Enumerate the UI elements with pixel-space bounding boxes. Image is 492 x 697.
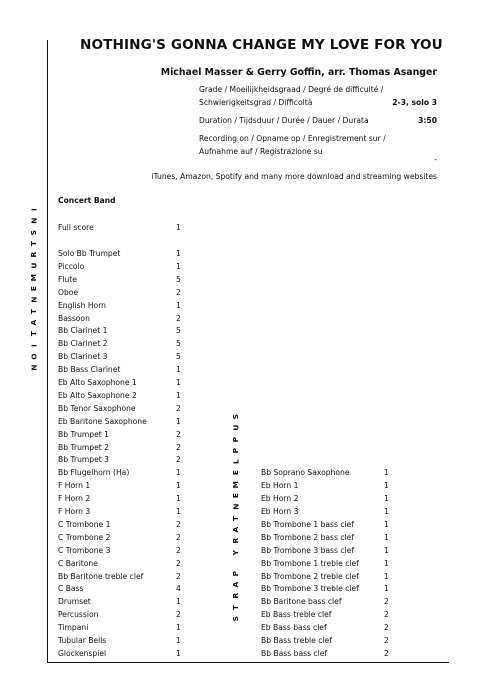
supplementary-row — [261, 545, 401, 558]
vertical-letter: I — [29, 208, 39, 212]
vertical-letter: O — [29, 353, 39, 360]
vertical-letter: P — [231, 447, 241, 454]
composer-credit: Michael Masser & Gerry Goffin, arr. Thomas Asanger — [160, 67, 437, 78]
vertical-letter: S — [231, 616, 241, 622]
vertical-letter: U — [29, 263, 39, 270]
instrument-row — [58, 622, 188, 635]
instrument-row — [58, 635, 188, 648]
instrument-qty: 1 — [176, 494, 181, 504]
instrument-row — [58, 583, 188, 596]
instrument-qty: 1 — [176, 378, 181, 387]
instrument-qty: 1 — [176, 481, 181, 491]
instrument-name: Solo Bb Trumpet — [58, 249, 121, 258]
instrument-name: Eb Alto Saxophone 2 — [58, 390, 137, 400]
instrument-row — [58, 429, 188, 442]
vertical-letter: R — [231, 538, 241, 544]
supplementary-qty: 1 — [384, 507, 389, 516]
full-score-row — [58, 222, 188, 235]
vertical-letter: T — [29, 308, 39, 314]
instrument-name: Bb Clarinet 2 — [58, 339, 108, 349]
instrument-name: C Trombone 3 — [58, 545, 111, 555]
instrument-row — [58, 519, 188, 532]
instrument-row — [58, 609, 188, 622]
instrument-qty: 2 — [176, 442, 181, 452]
instrument-name: Eb Alto Saxophone 1 — [58, 378, 137, 387]
instrument-row — [58, 377, 188, 390]
instrument-row — [58, 416, 188, 429]
recording-label-line-2: Aufnahme auf / Registrazione su — [199, 147, 323, 156]
instrument-name: Drumset — [58, 597, 91, 607]
instrument-name: Timpani — [58, 623, 89, 633]
supplementary-name: Eb Bass treble clef — [261, 610, 332, 620]
instrument-name: F Horn 2 — [58, 494, 91, 504]
supplementary-name: Bb Bass treble clef — [261, 636, 332, 645]
instrument-name: English Horn — [58, 300, 106, 310]
instrument-row — [58, 596, 188, 609]
full-score-name: Full score — [58, 223, 94, 232]
supplementary-name: Bb Soprano Saxophone — [261, 468, 350, 478]
page-title: NOTHING'S GONNA CHANGE MY LOVE FOR YOU — [80, 37, 443, 53]
instrument-name: Bb Trumpet 3 — [58, 455, 110, 465]
instrument-qty: 2 — [176, 287, 181, 297]
vertical-letter: P — [231, 436, 241, 442]
vertical-letter: T — [29, 241, 39, 247]
instrument-row — [58, 351, 188, 364]
vertical-letter: T — [231, 604, 241, 610]
instrument-qty: 4 — [176, 584, 181, 594]
instrument-row — [58, 248, 188, 261]
instrument-row — [58, 480, 188, 493]
instrument-name: Bb Trumpet 2 — [58, 442, 110, 452]
instrument-name: C Trombone 1 — [58, 519, 111, 529]
instrument-name: C Bass — [58, 584, 84, 594]
supplementary-name: Bb Trombone 3 treble clef — [261, 584, 359, 594]
supplementary-qty: 1 — [384, 519, 389, 529]
instrument-row — [58, 571, 188, 584]
instrument-name: Bb Clarinet 1 — [58, 326, 108, 336]
instrument-name: Piccolo — [58, 261, 85, 271]
vertical-letter: T — [29, 331, 39, 337]
supplementary-name: Bb Trombone 2 bass clef — [261, 532, 355, 542]
instrument-qty: 5 — [176, 339, 181, 349]
supplementary-qty: 2 — [384, 648, 389, 658]
instrument-name: Glockenspiel — [58, 648, 107, 658]
instrument-row — [58, 558, 188, 571]
instrument-name: F Horn 1 — [58, 481, 91, 491]
supplementary-row — [261, 571, 401, 584]
supplementary-name: Bb Trombone 2 treble clef — [261, 571, 359, 581]
instrument-qty: 1 — [176, 648, 181, 658]
instrument-name: Bb Flugelhorn (Ha) — [58, 468, 130, 478]
instrument-row — [58, 364, 188, 377]
vertical-letter: T — [231, 515, 241, 521]
supplementary-row — [261, 493, 401, 506]
supplementary-name: Bb Trombone 3 bass clef — [261, 545, 355, 555]
vertical-letter: S — [231, 413, 241, 420]
instrument-name: Eb Baritone Saxophone — [58, 416, 147, 426]
instrument-qty: 1 — [176, 623, 181, 633]
supplementary-qty: 2 — [384, 597, 389, 607]
supplementary-qty: 1 — [384, 481, 389, 491]
grade-value: 2-3, solo 3 — [392, 98, 437, 107]
instrument-qty: 5 — [176, 326, 181, 336]
instrument-qty: 1 — [176, 416, 181, 426]
supplementary-qty: 2 — [384, 636, 389, 645]
full-score-qty: 1 — [176, 223, 181, 232]
instrument-name: Bb Baritone treble clef — [58, 571, 144, 581]
supplementary-qty: 1 — [384, 532, 389, 542]
grade-label-line-2: Schwierigkeitsgrad / Difficoltà — [199, 98, 313, 107]
supplementary-name: Bb Trombone 1 treble clef — [261, 558, 359, 568]
instrument-row — [58, 287, 188, 300]
vertical-letter: I — [29, 343, 39, 347]
vertical-letter: M — [29, 273, 39, 282]
instrument-row — [58, 648, 188, 661]
instrument-qty: 1 — [176, 507, 181, 516]
instrument-name: F Horn 3 — [58, 507, 91, 516]
supplementary-row — [261, 558, 401, 571]
supplementary-row — [261, 480, 401, 493]
vertical-letter: N — [29, 217, 39, 225]
instrument-name: Bb Trumpet 1 — [58, 429, 110, 439]
instrument-row — [58, 506, 188, 519]
instrument-name: Tubular Bells — [58, 636, 107, 645]
supplementary-row — [261, 506, 401, 519]
supplementary-qty: 1 — [384, 494, 389, 504]
instrument-row — [58, 532, 188, 545]
section-heading: Concert Band — [58, 196, 116, 205]
instrument-qty: 1 — [176, 261, 181, 271]
supplementary-qty: 1 — [384, 468, 389, 478]
vertical-letter: N — [231, 503, 241, 511]
supplementary-row — [261, 609, 401, 622]
supplementary-qty: 1 — [384, 558, 389, 568]
supplementary-qty: 1 — [384, 571, 389, 581]
supplementary-name: Eb Horn 3 — [261, 507, 299, 516]
instrument-name: C Trombone 2 — [58, 532, 111, 542]
supplementary-name: Eb Horn 1 — [261, 481, 299, 491]
vertical-letter: L — [231, 459, 241, 465]
vertical-letter: S — [29, 229, 39, 235]
instrument-qty: 2 — [176, 429, 181, 439]
instrument-name: C Baritone — [58, 558, 98, 568]
instrument-row — [58, 300, 188, 313]
recording-dash: - — [434, 155, 437, 164]
instrument-row — [58, 325, 188, 338]
vertical-letter: E — [231, 493, 241, 499]
instrument-name: Bb Tenor Saxophone — [58, 403, 136, 413]
vertical-letter: E — [231, 470, 241, 476]
instrument-name: Flute — [58, 274, 77, 284]
instrument-row — [58, 390, 188, 403]
left-rule — [47, 40, 48, 662]
vertical-letter: N — [29, 296, 39, 304]
bottom-rule — [47, 662, 449, 663]
instrument-qty: 2 — [176, 519, 181, 529]
instrument-qty: 5 — [176, 274, 181, 284]
instrument-qty: 1 — [176, 249, 181, 258]
vertical-letter: A — [231, 581, 241, 588]
supplementary-row — [261, 467, 401, 480]
instrument-row — [58, 442, 188, 455]
supplementary-qty: 2 — [384, 610, 389, 620]
supplementary-name: Bb Trombone 1 bass clef — [261, 519, 355, 529]
vertical-letter: R — [29, 251, 39, 258]
instrument-row — [58, 493, 188, 506]
supplementary-row — [261, 596, 401, 609]
instrument-qty: 2 — [176, 558, 181, 568]
recording-value: iTunes, Amazon, Spotify and many more download and streaming websites — [151, 172, 437, 181]
instrument-qty: 1 — [176, 390, 181, 400]
instrument-qty: 1 — [176, 300, 181, 310]
supplementary-name: Eb Horn 2 — [261, 494, 299, 504]
vertical-letter: M — [231, 480, 241, 489]
vertical-letter: P — [231, 570, 241, 577]
instrument-qty: 2 — [176, 455, 181, 465]
supplementary-row — [261, 519, 401, 532]
supplementary-row — [261, 532, 401, 545]
supplementary-name: Bb Baritone bass clef — [261, 597, 342, 607]
instrument-qty: 2 — [176, 532, 181, 542]
vertical-letter: E — [29, 286, 39, 292]
supplementary-name: Bb Bass bass clef — [261, 648, 328, 658]
instrument-name: Bb Clarinet 3 — [58, 352, 108, 362]
instrument-qty: 2 — [176, 403, 181, 413]
supplementary-row — [261, 622, 401, 635]
supplementary-row — [261, 648, 401, 661]
instrument-qty: 5 — [176, 352, 181, 362]
instrument-qty: 1 — [176, 365, 181, 375]
instrument-name: Bb Bass Clarinet — [58, 365, 121, 375]
instrument-qty: 1 — [176, 636, 181, 645]
supplementary-row — [261, 635, 401, 648]
instrument-row — [58, 274, 188, 287]
instrument-row — [58, 338, 188, 351]
instrumentation-vertical-label — [29, 204, 43, 373]
duration-value: 3:50 — [418, 116, 437, 125]
instrument-row — [58, 313, 188, 326]
grade-label-line-1: Grade / Moeilijkheidsgraad / Degré de difficulté / — [199, 85, 384, 94]
instrument-qty: 2 — [176, 610, 181, 620]
instrument-qty: 2 — [176, 545, 181, 555]
instrument-row — [58, 403, 188, 416]
supplementary-qty: 2 — [384, 623, 389, 633]
instrument-name: Bassoon — [58, 313, 90, 323]
vertical-letter: A — [231, 526, 241, 533]
instrument-row — [58, 261, 188, 274]
instrument-name: Oboe — [58, 287, 79, 297]
instrument-qty: 1 — [176, 597, 181, 607]
instrument-row — [58, 467, 188, 480]
vertical-letter: A — [29, 319, 39, 326]
recording-label-line-1: Recording on / Opname op / Enregistrement sur / — [199, 134, 386, 143]
supplementary-row — [261, 583, 401, 596]
instrument-row — [58, 454, 188, 467]
supplementary-name: Eb Bass bass clef — [261, 623, 327, 633]
duration-label: Duration / Tijdsduur / Durée / Dauer / Durata — [199, 116, 369, 125]
vertical-letter: U — [231, 424, 241, 431]
instrument-row — [58, 545, 188, 558]
vertical-letter: R — [231, 593, 241, 599]
supplementary-qty: 1 — [384, 545, 389, 555]
vertical-letter: N — [29, 364, 39, 371]
supplementary-qty: 1 — [384, 584, 389, 594]
vertical-letter: Y — [231, 549, 241, 555]
instrument-qty: 2 — [176, 571, 181, 581]
instrument-qty: 2 — [176, 313, 181, 323]
instrument-qty: 1 — [176, 468, 181, 478]
instrument-name: Percussion — [58, 610, 99, 620]
supplementary-parts-vertical-label — [231, 411, 245, 624]
